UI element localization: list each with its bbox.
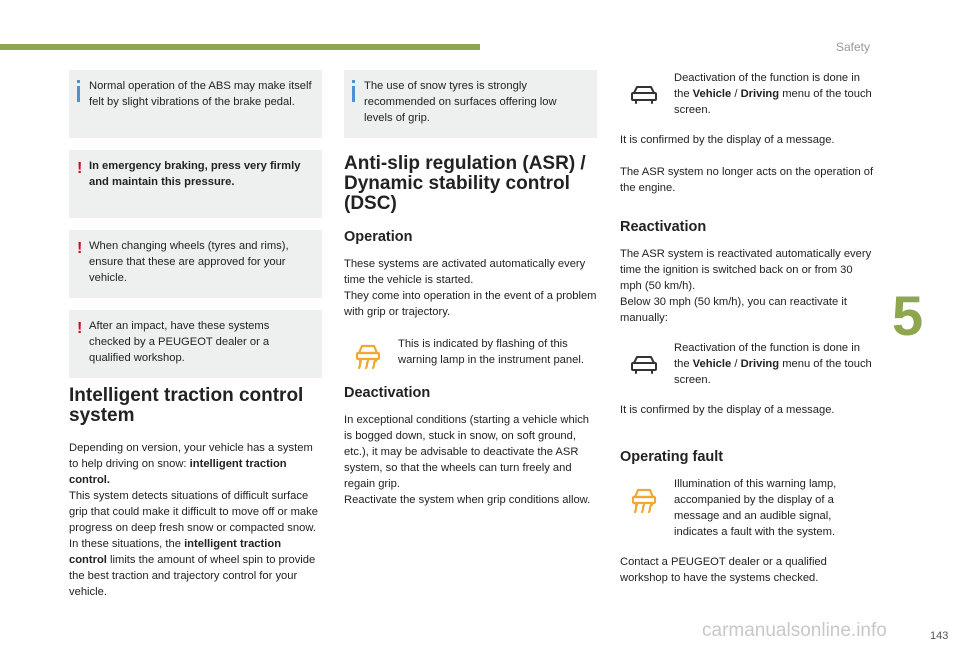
paragraph: It is confirmed by the display of a message. [620, 134, 835, 146]
warning-lamp-row [344, 336, 597, 368]
heading-operation: Operation [344, 229, 413, 245]
paragraph: Depending on version, your vehicle has a system to help driving on snow: intelligent traction control. [69, 442, 313, 486]
warning-icon: ! [77, 320, 83, 337]
heading-deactivation: Deactivation [344, 385, 431, 401]
fault-lamp-row [620, 476, 875, 540]
deactivation-icon-row [620, 70, 875, 118]
warning-icon: ! [77, 240, 83, 257]
heading-reactivation: Reactivation [620, 219, 707, 235]
paragraph: Contact a PEUGEOT dealer or a qualified workshop to have the systems checked. [620, 556, 827, 584]
info-icon [352, 80, 355, 102]
warning-box-braking [69, 150, 322, 218]
heading-operating-fault: Operating fault [620, 449, 724, 465]
info-box-snow-tyres [344, 70, 597, 138]
section-label: Safety [836, 40, 871, 54]
car-icon [628, 348, 660, 380]
paragraph: The ASR system no longer acts on the operation of the engine. [620, 166, 874, 194]
paragraph: They come into operation in the event of a problem with grip or trajectory. [344, 290, 597, 318]
asr-fault-lamp-icon [628, 482, 660, 514]
warning-box-wheels [69, 230, 322, 298]
watermark: carmanualsonline.info [702, 620, 887, 641]
info-text: Normal operation of the ABS may make itself felt by slight vibrations of the brake pedal. [89, 80, 312, 108]
info-icon [77, 80, 80, 102]
car-icon [628, 78, 660, 110]
paragraph: It is confirmed by the display of a message. [620, 404, 835, 416]
fault-text: Illumination of this warning lamp, accompanied by the display of a message and an audible signal, indicates a fault with the system. [674, 478, 837, 538]
column-3 [620, 70, 875, 586]
chapter-number: 5 [892, 284, 924, 347]
paragraph: Reactivate the system when grip conditions allow. [344, 494, 591, 506]
info-box-abs [69, 70, 322, 138]
deactivation-text: Deactivation of the function is done in the Vehicle / Driving menu of the touch screen. [674, 72, 872, 116]
warning-icon: ! [77, 160, 83, 177]
paragraph: These systems are activated automatically every time the vehicle is started. [344, 258, 586, 286]
paragraph: In these situations, the intelligent traction control limits the amount of wheel spin to provide the best traction and trajectory control for your vehicle. [69, 538, 316, 598]
column-1 [69, 70, 322, 600]
page-number: 143 [930, 630, 949, 642]
reactivation-text: Reactivation of the function is done in the Vehicle / Driving menu of the touch screen. [674, 342, 872, 386]
paragraph: Below 30 mph (50 km/h), you can reactivate it manually: [620, 296, 847, 324]
paragraph: The ASR system is reactivated automatically every time the ignition is switched back on or from 30 mph (50 km/h). [620, 248, 872, 292]
paragraph: In exceptional conditions (starting a vehicle which is bogged down, stuck in snow, on soft ground, etc.), it may be advisable to deactivate the ASR system, so that the wheels can turn freely and regain grip. [344, 414, 590, 490]
paragraph: This system detects situations of difficult surface grip that could make it difficult to move off or make progress on deep fresh snow or compacted snow. [69, 490, 318, 534]
column-2 [344, 70, 597, 508]
warning-box-impact [69, 310, 322, 378]
heading-intelligent-traction: Intelligent traction control system [69, 385, 304, 426]
warning-text: When changing wheels (tyres and rims), ensure that these are approved for your vehicle. [89, 240, 289, 284]
warning-text: In emergency braking, press very firmly and maintain this pressure. [89, 160, 301, 188]
reactivation-icon-row [620, 340, 875, 388]
info-text: The use of snow tyres is strongly recommended on surfaces offering low levels of grip. [364, 80, 557, 124]
lamp-text: This is indicated by flashing of this warning lamp in the instrument panel. [398, 338, 584, 366]
warning-text: After an impact, have these systems checked by a PEUGEOT dealer or a qualified workshop. [89, 320, 270, 364]
header-accent-bar [0, 44, 480, 50]
asr-warning-lamp-icon [352, 338, 384, 370]
heading-asr-dsc: Anti-slip regulation (ASR) / Dynamic stability control (DSC) [344, 153, 586, 214]
